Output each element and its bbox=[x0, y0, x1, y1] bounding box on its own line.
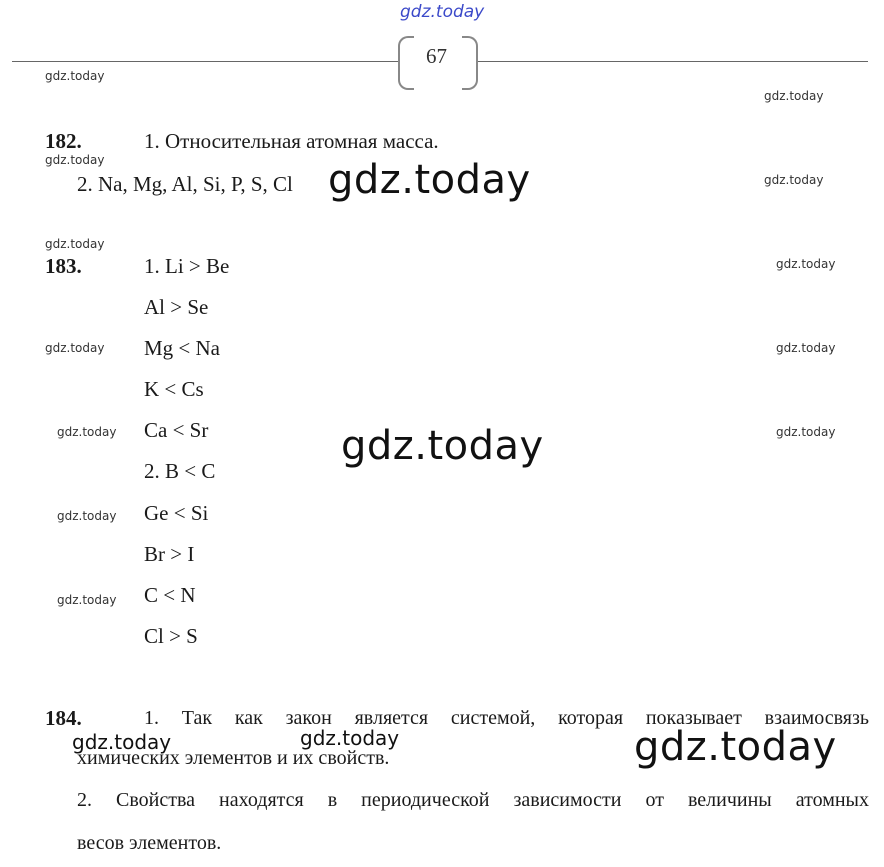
task-182-number: 182. bbox=[45, 129, 82, 153]
watermark-small: gdz.today bbox=[776, 341, 836, 355]
watermark-large: gdz.today bbox=[328, 157, 531, 203]
task-182-line2: 2. Na, Mg, Al, Si, P, S, Cl bbox=[77, 172, 293, 196]
watermark-small: gdz.today bbox=[776, 425, 836, 439]
task-183-item: C < N bbox=[144, 583, 196, 607]
watermark-small: gdz.today bbox=[57, 593, 117, 607]
task-183-item: 2. B < C bbox=[144, 459, 216, 483]
watermark-small: gdz.today bbox=[45, 341, 105, 355]
watermark-medium: gdz.today bbox=[72, 730, 172, 754]
task-183-item: K < Cs bbox=[144, 377, 204, 401]
watermark-small: gdz.today bbox=[57, 425, 117, 439]
page-number-bracket-right bbox=[462, 36, 478, 90]
task-183-item: Al > Se bbox=[144, 295, 209, 319]
watermark-small: gdz.today bbox=[764, 173, 824, 187]
watermark-large: gdz.today bbox=[634, 724, 837, 770]
task-183-item: 1. Li > Be bbox=[144, 254, 230, 278]
watermark-small: gdz.today bbox=[45, 237, 105, 251]
watermark-small: gdz.today bbox=[776, 257, 836, 271]
watermark-large: gdz.today bbox=[341, 423, 544, 469]
task-183-item: Mg < Na bbox=[144, 336, 221, 360]
header-rule-left bbox=[12, 61, 398, 62]
watermark-small: gdz.today bbox=[764, 89, 824, 103]
task-183-item: Ge < Si bbox=[144, 501, 209, 525]
task-184-line2: химических элементов и их свойств. bbox=[77, 747, 390, 769]
task-184-line3: 2. Свойства находятся в периодической зависимости от величины атомных bbox=[77, 789, 869, 811]
task-182-line1: 1. Относительная атомная масса. bbox=[144, 129, 439, 153]
watermark-small: gdz.today bbox=[45, 153, 105, 167]
task-184-line4: весов элементов. bbox=[77, 832, 222, 854]
header-watermark: gdz.today bbox=[400, 2, 485, 22]
task-184-line1: 1. Так как закон является системой, которая показывает взаимосвязь bbox=[144, 707, 869, 729]
page-number-bracket-left bbox=[398, 36, 414, 90]
watermark-medium: gdz.today bbox=[300, 726, 400, 750]
task-183-item: Ca < Sr bbox=[144, 418, 209, 442]
task-183-item: Br > I bbox=[144, 542, 195, 566]
watermark-small: gdz.today bbox=[57, 509, 117, 523]
watermark-small: gdz.today bbox=[45, 69, 105, 83]
header-rule-right bbox=[476, 61, 868, 62]
page-number: 67 bbox=[426, 44, 447, 68]
task-183-item: Cl > S bbox=[144, 624, 198, 648]
task-184-number: 184. bbox=[45, 706, 82, 730]
task-183-number: 183. bbox=[45, 254, 82, 278]
